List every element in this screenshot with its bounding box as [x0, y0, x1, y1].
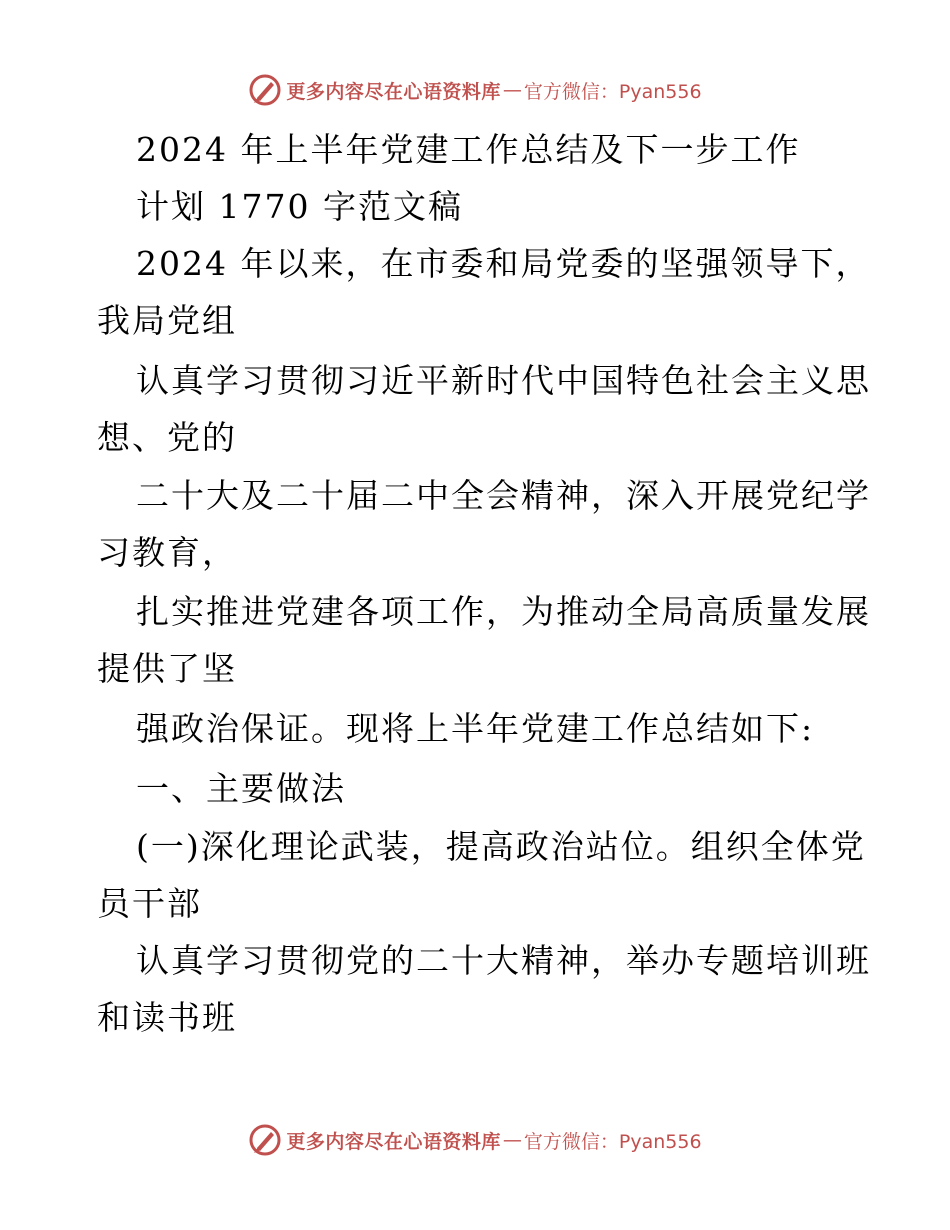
watermark-suffix: 官方微信：Pyan556	[523, 80, 702, 103]
doc-line: 和读书班	[97, 998, 237, 1037]
doc-line: 习教育，	[97, 533, 237, 572]
doc-section-heading: 一、主要做法	[136, 769, 346, 808]
doc-line: 认真学习贯彻习近平新时代中国特色社会主义思	[136, 361, 871, 400]
header-watermark	[0, 70, 950, 110]
doc-line: 强政治保证。现将上半年党建工作总结如下:	[136, 709, 815, 748]
doc-line: 提供了坚	[97, 649, 237, 688]
doc-line: 我局党组	[97, 301, 237, 340]
watermark-separator: —	[502, 79, 522, 101]
doc-line: 扎实推进党建各项工作，为推动全局高质量发展	[136, 592, 871, 631]
doc-line: 2024 年以来，在市委和局党委的坚强领导下，	[136, 244, 871, 283]
footer-watermark	[0, 1120, 950, 1160]
pen-logo-icon	[248, 1123, 282, 1157]
watermark-separator: —	[502, 1129, 522, 1151]
pen-logo-icon	[248, 73, 282, 107]
watermark-suffix: 官方微信：Pyan556	[523, 1130, 702, 1153]
doc-line: 计划 1770 字范文稿	[136, 187, 463, 226]
doc-line: (一)深化理论武装，提高政治站位。组织全体党	[136, 827, 866, 866]
watermark-title: 更多内容尽在心语资料库	[286, 80, 501, 103]
doc-line: 员干部	[97, 884, 202, 923]
doc-line: 2024 年上半年党建工作总结及下一步工作	[136, 130, 801, 169]
doc-line: 二十大及二十届二中全会精神，深入开展党纪学	[136, 476, 871, 515]
doc-line: 想、党的	[97, 418, 237, 457]
doc-line: 认真学习贯彻党的二十大精神，举办专题培训班	[136, 941, 871, 980]
watermark-title: 更多内容尽在心语资料库	[286, 1130, 501, 1153]
